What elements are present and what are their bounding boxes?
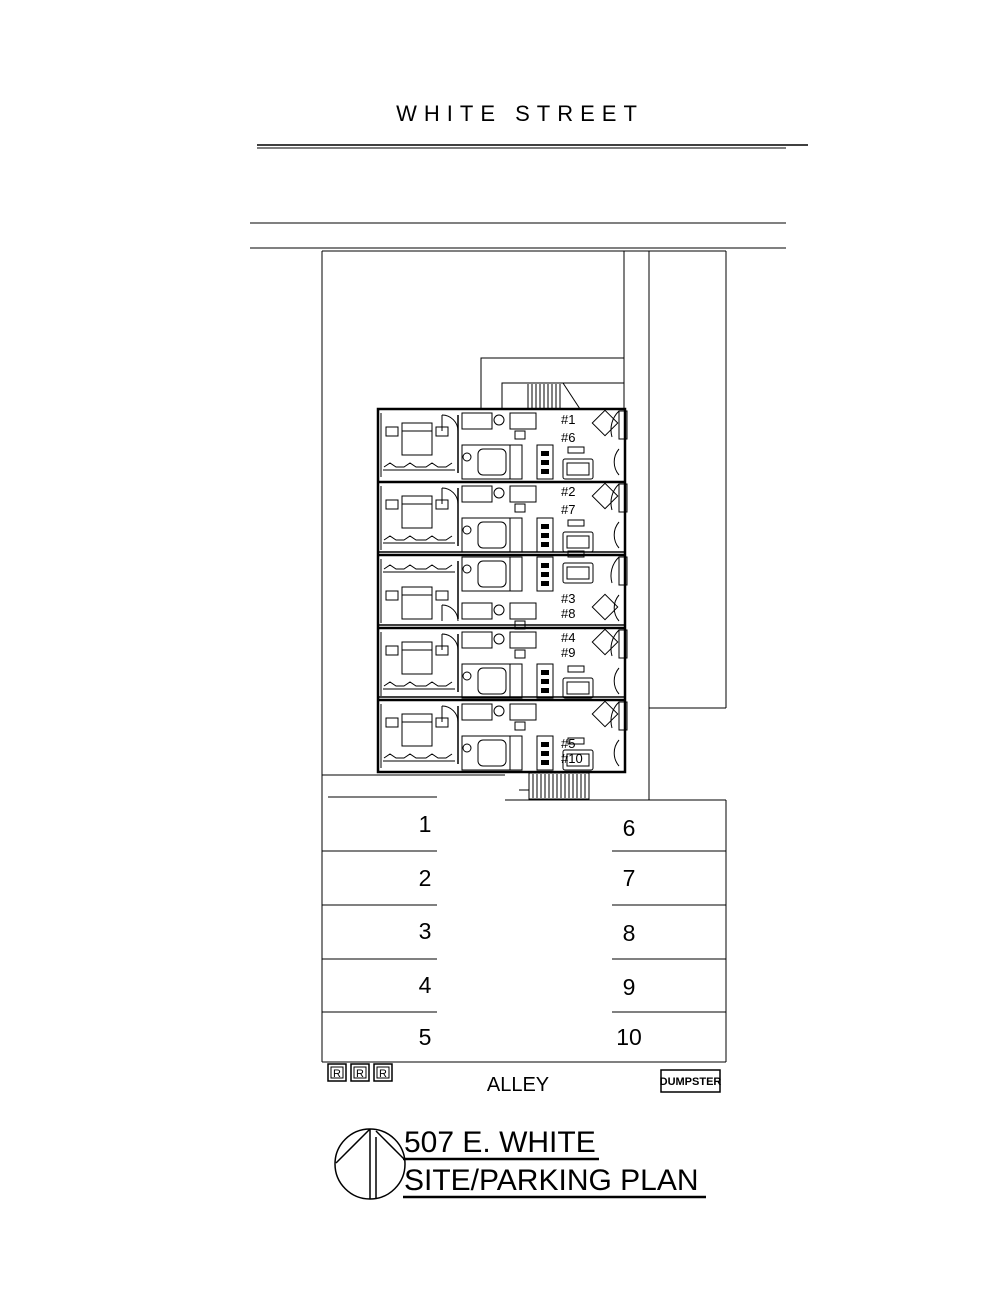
parking-space-number: 4 <box>418 972 432 998</box>
parking-space-number: 9 <box>622 974 636 1000</box>
apartment-unit <box>378 482 627 552</box>
apartment-unit <box>381 410 627 479</box>
bathroom <box>462 518 510 552</box>
table <box>510 486 536 502</box>
door-swing <box>442 488 458 504</box>
parking-space-number: 5 <box>418 1024 432 1050</box>
unit-number: #10 <box>561 751 583 766</box>
toilet <box>463 565 471 573</box>
street-lines <box>250 145 808 248</box>
toilet <box>463 526 471 534</box>
unit-number: #3 <box>561 591 576 606</box>
armchair <box>592 410 617 435</box>
armchair <box>592 483 617 508</box>
closet-doors <box>384 682 452 686</box>
door-swing <box>442 634 458 650</box>
bed <box>402 642 432 674</box>
counter <box>462 603 492 619</box>
armchair <box>592 629 617 654</box>
parking-space-number: 8 <box>622 920 636 946</box>
bathtub <box>478 522 506 548</box>
toilet <box>463 672 471 680</box>
stairs-south <box>519 773 589 799</box>
table <box>510 413 536 429</box>
apartment-unit <box>378 700 627 770</box>
bin-label: R <box>379 1068 387 1080</box>
unit-number: #4 <box>561 630 576 645</box>
bathroom <box>462 736 510 770</box>
plan-title-line-1: 507 E. WHITE <box>404 1126 596 1159</box>
bed <box>402 587 432 619</box>
door-swing <box>442 415 458 431</box>
toilet <box>463 453 471 461</box>
street-name: WHITE STREET <box>396 101 644 126</box>
building <box>378 409 627 772</box>
table <box>510 603 536 619</box>
toilet <box>463 744 471 752</box>
north-arrow-icon <box>335 1129 405 1199</box>
closet-doors <box>384 536 452 540</box>
bed <box>402 496 432 528</box>
parking-space-number: 3 <box>418 918 432 944</box>
parking-space-number: 1 <box>418 811 432 837</box>
door-swing <box>442 605 458 621</box>
parking-space-number: 10 <box>616 1024 642 1050</box>
apartment-unit <box>378 551 627 629</box>
alley-label: ALLEY <box>486 1074 550 1096</box>
unit-number: #5 <box>561 736 576 751</box>
counter <box>462 632 492 648</box>
unit-number: #6 <box>561 430 576 445</box>
bin-label: R <box>356 1068 364 1080</box>
counter <box>462 704 492 720</box>
bathtub <box>478 449 506 475</box>
bathtub <box>478 740 506 766</box>
door-swing <box>442 706 458 722</box>
closet-doors <box>384 463 452 467</box>
bathroom <box>462 557 510 591</box>
counter <box>462 486 492 502</box>
closet-doors <box>384 754 452 758</box>
unit-number: #1 <box>561 412 576 427</box>
bathtub <box>478 561 506 587</box>
closet-doors <box>384 565 452 569</box>
bin-label: R <box>333 1068 341 1080</box>
unit-number: #2 <box>561 484 576 499</box>
counter <box>462 413 492 429</box>
table <box>510 704 536 720</box>
bed <box>402 714 432 746</box>
bathroom <box>462 445 510 479</box>
bathroom <box>462 664 510 698</box>
parking-space-number: 7 <box>622 865 636 891</box>
unit-number: #9 <box>561 645 576 660</box>
lot-boundary <box>322 251 726 800</box>
plan-title-line-2: SITE/PARKING PLAN <box>404 1164 699 1197</box>
parking-space-number: 2 <box>418 865 432 891</box>
armchair <box>592 701 617 726</box>
unit-number: #7 <box>561 502 576 517</box>
table <box>510 632 536 648</box>
unit-number: #8 <box>561 606 576 621</box>
recycling-bins <box>328 1064 392 1081</box>
bathtub <box>478 668 506 694</box>
dumpster-label: DUMPSTER <box>659 1076 722 1088</box>
parking-lot <box>322 775 726 1062</box>
apartment-unit <box>378 628 627 698</box>
parking-space-number: 6 <box>622 815 636 841</box>
dumpster <box>660 1070 722 1092</box>
bed <box>402 423 432 455</box>
stairs-north <box>502 383 624 409</box>
